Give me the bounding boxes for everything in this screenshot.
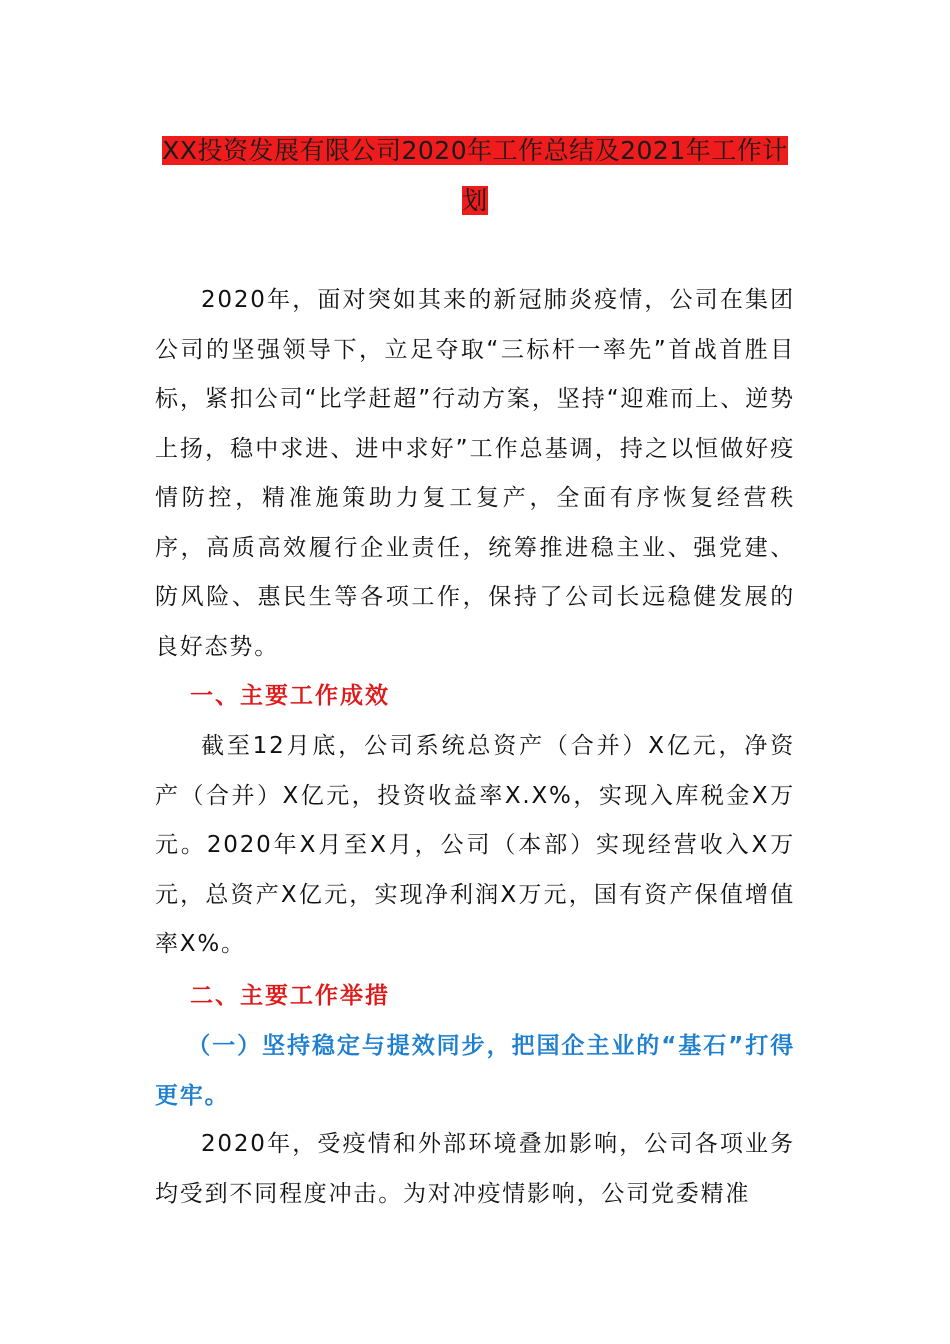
paragraph-intro: 2020年，面对突如其来的新冠肺炎疫情，公司在集团公司的坚强领导下，立足夺取“三标杆一率先”首战首胜目标，紧扣公司“比学赶超”行动方案，坚持“迎难而上、逆势上扬，稳中求进、进中求好”工作总基调，持之以恒做好疫情防控，精准施策助力复工复产，全面有序恢复经营秩序，高质高效履行企业责任，统筹推进稳主业、强党建、防风险、惠民生等各项工作，保持了公司长远稳健发展的良好态势。: [155, 287, 795, 660]
section-heading-measures: 二、主要工作举措: [190, 983, 390, 1009]
section-heading-results: 一、主要工作成效: [190, 683, 390, 709]
document-title-text: XX投资发展有限公司2020年工作总结及2021年工作计划: [162, 136, 788, 215]
paragraph-measures: 2020年，受疫情和外部环境叠加影响，公司各项业务均受到不同程度冲击。为对冲疫情影响，公司党委精准: [155, 1131, 795, 1207]
paragraph-results: 截至12月底，公司系统总资产（合并）X亿元，净资产（合并）X亿元，投资收益率X.X%，实现入库税金X万元。2020年X月至X月，公司（本部）实现经营收入X万元，总资产X亿元，实现净利润X万元，国有资产保值增值率X%。: [155, 733, 795, 957]
document-title: [155, 126, 795, 226]
subsection-heading-1: （一）坚持稳定与提效同步，把国企主业的“基石”打得更牢。: [155, 1033, 795, 1109]
